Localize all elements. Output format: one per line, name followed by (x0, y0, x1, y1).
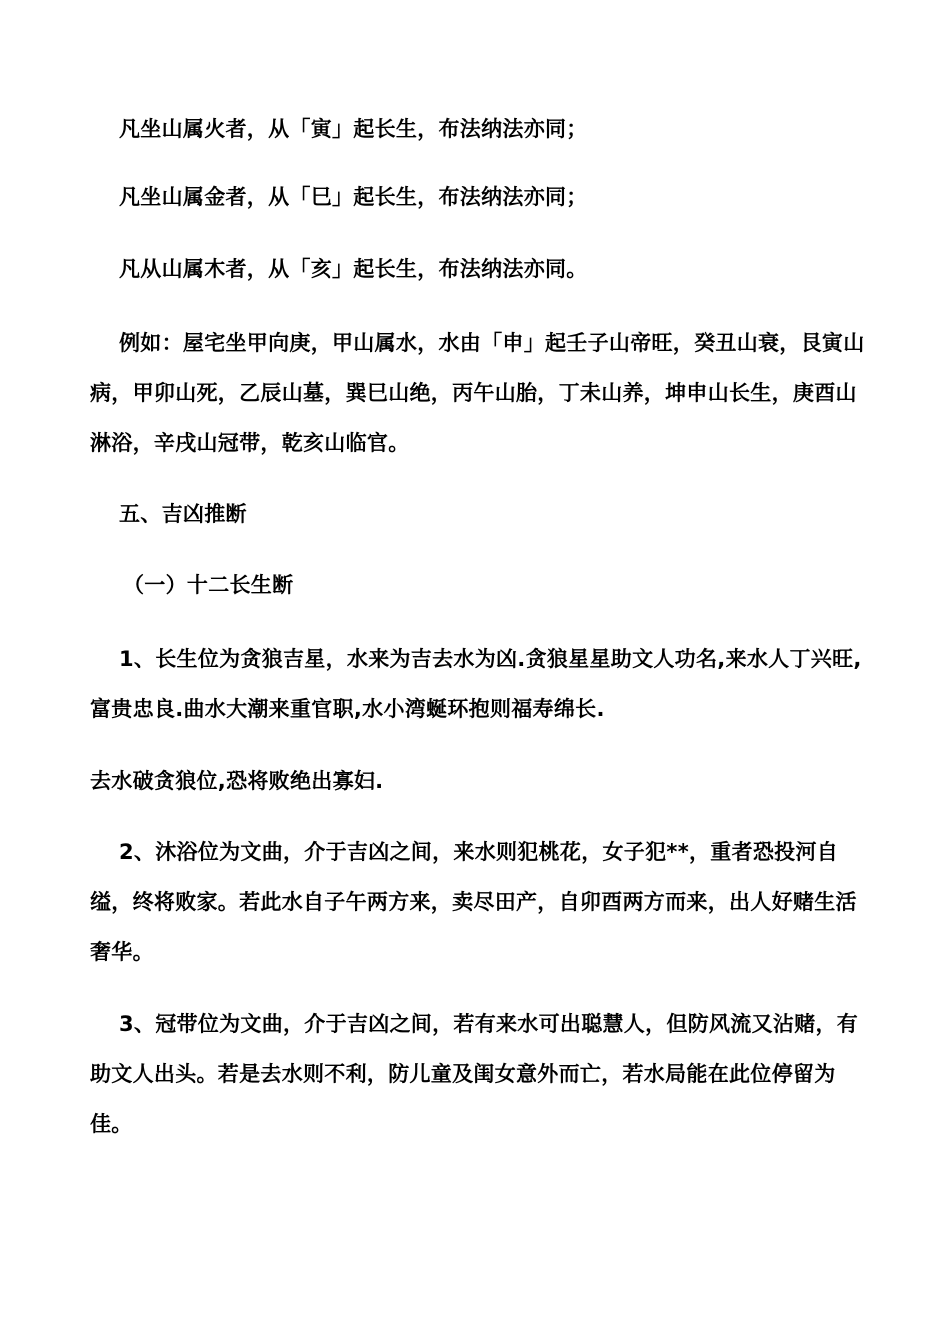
paragraph-item-1: 1、长生位为贪狼吉星，水来为吉去水为凶.贪狼星星助文人功名,来水人丁兴旺,富贵忠良.曲水大潮来重官职,水小湾蜒环抱则福寿绵长. (90, 647, 862, 721)
paragraph-item-1-continued: 去水破贪狼位,恐将败绝出寡妇. (90, 769, 384, 793)
paragraph-item-2: 2、沐浴位为文曲，介于吉凶之间，来水则犯桃花，女子犯**，重者恐投河自缢，终将败家。若此水自子午两方来，卖尽田产，自卯酉两方而来，出人好赌生活奢华。 (90, 840, 857, 964)
paragraph-item-3: 3、冠带位为文曲，介于吉凶之间，若有来水可出聪慧人，但防风流又沾赌，有助文人出头。若是去水则不利，防儿童及闺女意外而亡，若水局能在此位停留为佳。 (90, 1012, 859, 1136)
subsection-heading-one: （一）十二长生断 (123, 573, 294, 597)
paragraph-fire-mountain: 凡坐山属火者，从「寅」起长生，布法纳法亦同； (119, 117, 588, 141)
paragraph-example: 例如：屋宅坐甲向庚，甲山属水，水由「申」起壬子山帝旺，癸丑山衰，艮寅山病，甲卯山死，乙辰山墓，巽巳山绝，丙午山胎，丁未山养，坤申山长生，庚酉山淋浴，辛戌山冠带，乾亥山临官。 (90, 331, 865, 455)
paragraph-metal-mountain: 凡坐山属金者，从「巳」起长生，布法纳法亦同； (119, 185, 588, 209)
section-heading-five: 五、吉凶推断 (119, 502, 247, 526)
paragraph-wood-mountain: 凡从山属木者，从「亥」起长生，布法纳法亦同。 (119, 257, 588, 281)
